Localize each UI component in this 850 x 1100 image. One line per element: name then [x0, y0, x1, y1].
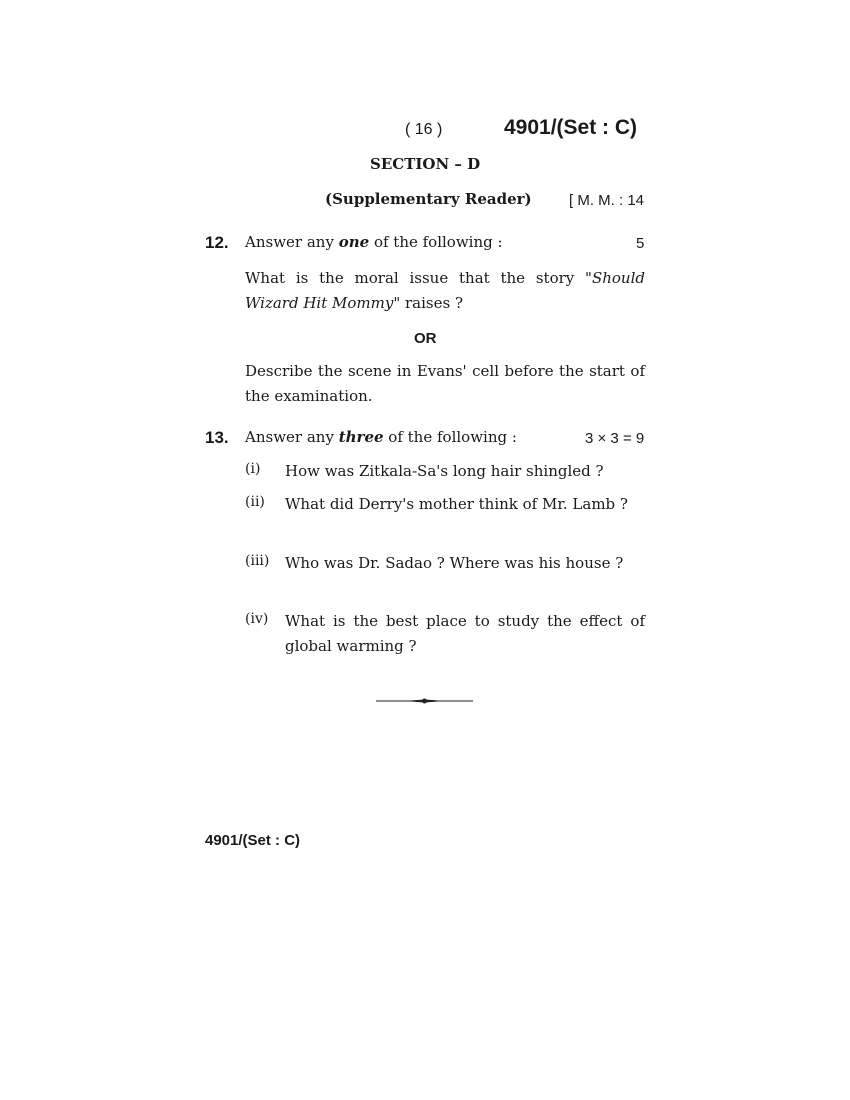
- instruction-emphasis: one: [338, 233, 370, 251]
- story-title: Should Wizard Hit Mommy: [245, 269, 645, 312]
- instruction-text: of the following :: [369, 233, 503, 251]
- paper-code-header: 4901/(Set : C): [504, 116, 638, 139]
- question-marks: 5: [636, 235, 645, 252]
- instruction-text: Answer any: [245, 428, 339, 446]
- sub-question: How was Zitkala-Sa's long hair shingled ?: [285, 462, 604, 480]
- instruction-text: Answer any: [245, 233, 339, 251]
- sub-question: What is the best place to study the effect of global warming ?: [285, 612, 645, 655]
- item-label: (i): [245, 461, 261, 477]
- paper-code-footer: 4901/(Set : C): [205, 832, 301, 849]
- sub-question: Who was Dr. Sadao ? Where was his house ?: [285, 554, 624, 572]
- question-instruction: [245, 428, 517, 446]
- instruction-emphasis: three: [338, 428, 384, 446]
- item-label: (iv): [245, 611, 269, 627]
- item-label: (ii): [245, 494, 265, 510]
- question-marks: 3 × 3 = 9: [585, 430, 645, 447]
- section-title: SECTION – D: [370, 155, 481, 173]
- option-text: " raises ?: [393, 294, 463, 312]
- question-instruction: [245, 233, 503, 251]
- section-subtitle: (Supplementary Reader): [325, 190, 532, 208]
- question-number: 13.: [205, 428, 229, 447]
- page-number: ( 16 ): [405, 121, 443, 138]
- or-label: OR: [414, 330, 437, 347]
- end-ornament-icon: [376, 697, 473, 705]
- question-option: [245, 266, 645, 316]
- sub-question: What did Derry's mother think of Mr. Lamb ?: [285, 495, 628, 513]
- question-number: 12.: [205, 233, 229, 252]
- option-text: What is the moral issue that the story ": [245, 269, 592, 287]
- item-label: (iii): [245, 553, 270, 569]
- instruction-text: of the following :: [383, 428, 517, 446]
- question-option: Describe the scene in Evans' cell before the start of the examination.: [245, 362, 645, 405]
- max-marks: [ M. M. : 14: [569, 192, 645, 209]
